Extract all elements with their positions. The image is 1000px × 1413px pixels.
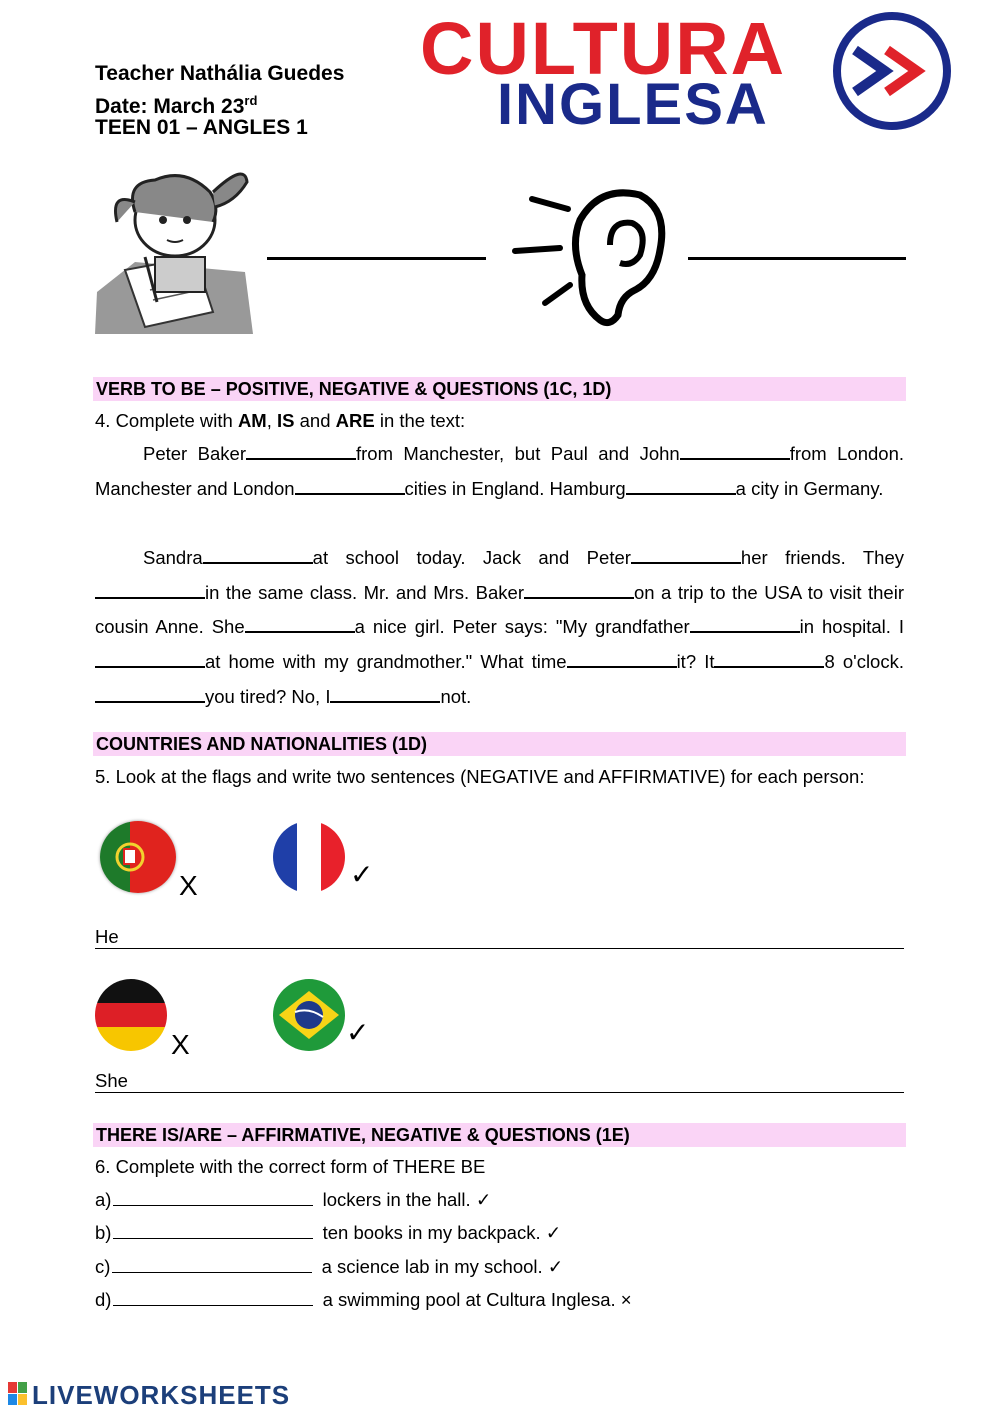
exercise4-paragraph-2: Sandra at school today. Jack and Peter her friends. Theyin the same class. Mr. and Mrs. Baker on a trip to the USA to visit their cousin Anne. She a nice girl. Peter says: "My grandfather in hospital. Iat home with my grandmother." What time it? It 8 o'clock. you tired? No, I not.	[95, 547, 905, 707]
answer-blank-c[interactable]	[112, 1256, 312, 1273]
france-flag-icon	[273, 821, 345, 893]
girl-writing-image	[95, 162, 255, 334]
blank-11[interactable]	[95, 650, 205, 668]
check-mark-2: ✓	[346, 1017, 370, 1048]
germany-flag-icon	[95, 979, 167, 1051]
blank-6[interactable]	[631, 546, 741, 564]
she-answer-line[interactable]	[95, 1092, 904, 1093]
brazil-flag-icon	[273, 979, 345, 1051]
cross-mark: X	[179, 870, 198, 901]
exercise6-item-b: b) ten books in my backpack. ✓	[95, 1222, 562, 1243]
exercise6-item-d: d) a swimming pool at Cultura Inglesa. ×	[95, 1289, 632, 1310]
date-line: Date: March 23rd	[95, 93, 258, 118]
blank-8[interactable]	[524, 581, 634, 599]
class-name: TEEN 01 – ANGLES 1	[95, 116, 308, 139]
teacher-name: Teacher Nathália Guedes	[95, 62, 345, 85]
logo-badge	[833, 12, 951, 130]
cross-mark-2: X	[171, 1029, 190, 1060]
blank-1[interactable]	[246, 442, 356, 460]
exercise5-instruction: 5. Look at the flags and write two sentences (NEGATIVE and AFFIRMATIVE) for each person:	[95, 766, 865, 787]
he-answer-line[interactable]	[95, 948, 904, 949]
logo-cultura: CULTURA	[420, 7, 787, 90]
exercise4-paragraph-1: Peter Baker from Manchester, but Paul and John from London. Manchester and London cities in England. Hamburg a city in Germany.	[95, 443, 904, 499]
exercise6-item-c: c) a science lab in my school. ✓	[95, 1256, 564, 1277]
answer-blank-d[interactable]	[113, 1289, 313, 1306]
blank-4[interactable]	[626, 477, 736, 495]
check-mark: ✓	[350, 859, 374, 890]
blank-2[interactable]	[680, 442, 790, 460]
section-verb-to-be-title: VERB TO BE – POSITIVE, NEGATIVE & QUESTIONS (1C, 1D)	[93, 377, 906, 401]
double-arrow-icon	[841, 20, 943, 122]
blank-15[interactable]	[330, 685, 440, 703]
blank-13[interactable]	[714, 650, 824, 668]
listening-answer-line[interactable]	[688, 257, 906, 260]
she-label: She	[95, 1070, 128, 1091]
exercise4-instruction: 4. Complete with AM, IS and ARE in the text:	[95, 410, 466, 431]
answer-blank-a[interactable]	[113, 1189, 313, 1206]
he-label: He	[95, 926, 119, 947]
writing-answer-line[interactable]	[267, 257, 486, 260]
blank-14[interactable]	[95, 685, 205, 703]
liveworksheets-brand[interactable]: LIVEWORKSHEETS	[32, 1380, 291, 1410]
blank-5[interactable]	[203, 546, 313, 564]
blank-9[interactable]	[245, 615, 355, 633]
answer-blank-b[interactable]	[113, 1222, 313, 1239]
section-there-is-are-title: THERE IS/ARE – AFFIRMATIVE, NEGATIVE & QUESTIONS (1E)	[93, 1123, 906, 1147]
exercise6-instruction: 6. Complete with the correct form of THERE BE	[95, 1156, 486, 1177]
ear-listening-image	[510, 185, 670, 330]
section-countries-title: COUNTRIES AND NATIONALITIES (1D)	[93, 732, 906, 756]
blank-10[interactable]	[690, 615, 800, 633]
blank-12[interactable]	[567, 650, 677, 668]
blank-7[interactable]	[95, 581, 205, 599]
exercise6-item-a: a) lockers in the hall. ✓	[95, 1189, 492, 1210]
portugal-flag-icon	[100, 821, 176, 893]
logo-inglesa: INGLESA	[497, 72, 769, 137]
liveworksheets-logo-icon	[8, 1382, 28, 1406]
blank-3[interactable]	[295, 477, 405, 495]
